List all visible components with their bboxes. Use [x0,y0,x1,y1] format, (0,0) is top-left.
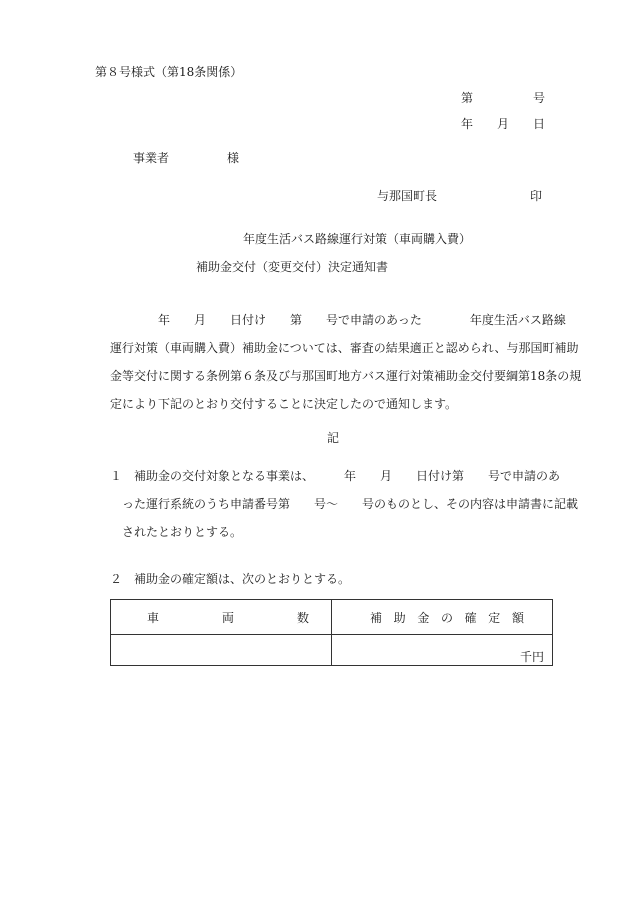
date-day-label: 日 [533,117,546,131]
document-number-suffix: 号 [533,91,546,105]
header-confirmed-amount [332,600,553,635]
date-year-label: 年 [461,117,474,131]
date-month-label: 月 [497,117,510,131]
header-char: 補 [370,610,383,625]
header-char: 助 [393,610,406,625]
amount-table [110,599,553,666]
issuer-title: 与那国町長 [377,189,438,203]
header-char: 両 [221,610,234,625]
header-vehicle-count [111,600,332,635]
table-header-row [111,600,553,635]
header-char: の [440,610,453,625]
item-1-line: されたとおりとする。 [110,525,243,539]
body-line: 年 月 日付け 第 号で申請のあった 年度生活バス路線 [110,313,566,327]
body-line: 金等交付に関する条例第６条及び与那国町地方バス運行対策補助金交付要綱第18条の規 [110,369,582,383]
document-number-label: 第 [461,91,474,105]
table-row [111,635,553,666]
seal-mark: 印 [530,189,543,203]
body-paragraph [110,306,582,418]
addressee-honorific: 様 [227,151,240,165]
header-char: 確 [464,610,477,625]
document-title-line-2: 補助金交付（変更交付）決定通知書 [196,260,389,274]
ki-heading: 記 [327,431,340,445]
header-char: 額 [511,610,524,625]
item-1-line: １ 補助金の交付対象となる事業は、 年 月 日付け第 号で申請のあ [110,469,561,483]
header-char: 金 [417,610,430,625]
confirmed-amount-cell [332,635,553,666]
body-line: 運行対策（車両購入費）補助金については、審査の結果適正と認められ、与那国町補助 [110,341,579,355]
addressee-name: 事業者 [133,151,170,165]
header-char: 車 [147,610,160,625]
item-1 [110,462,579,546]
body-line: 定により下記のとおり交付することに決定したので通知します。 [110,397,458,411]
item-1-line: った運行系統のうち申請番号第 号～ 号のものとし、その内容は申請書に記載 [110,497,579,511]
document-title-line-1: 年度生活バス路線運行対策（車両購入費） [243,232,472,246]
header-char: 数 [296,610,309,625]
form-number: 第８号様式（第18条関係） [95,65,243,79]
amount-unit: 千円 [519,650,544,664]
header-char: 定 [488,610,501,625]
item-2: ２ 補助金の確定額は、次のとおりとする。 [110,572,351,586]
vehicle-count-cell [111,635,332,666]
